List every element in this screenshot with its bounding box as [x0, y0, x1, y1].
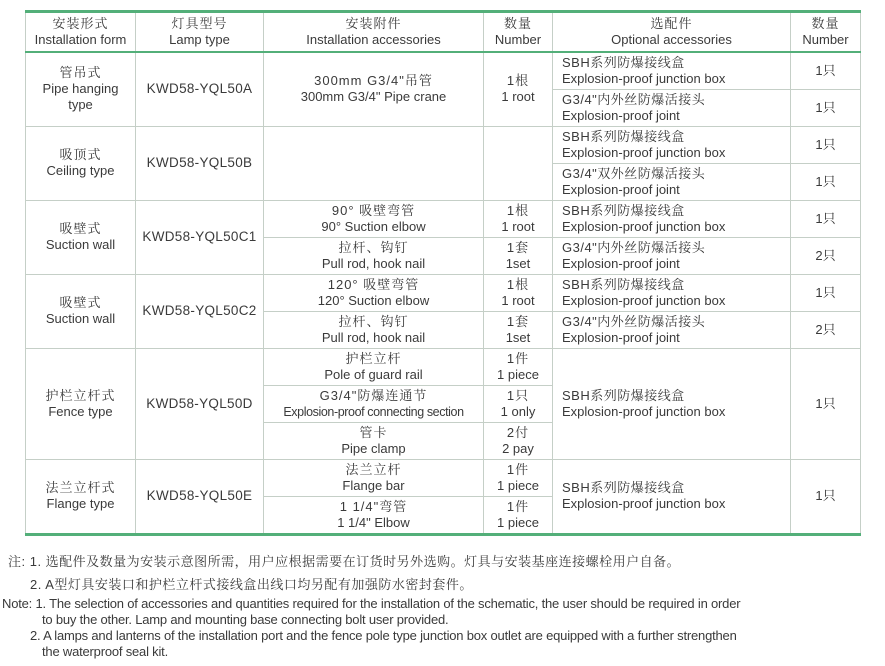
form-zh: 吸壁式 — [59, 221, 102, 236]
cell-optional-accessory — [553, 459, 791, 534]
cell-optional-qty: 1只 — [791, 348, 861, 459]
header-label-zh: 数量 — [503, 15, 532, 31]
optional-en: Explosion-proof junction box — [562, 70, 726, 86]
qty-en: 1set — [505, 255, 531, 271]
header-label-en: Number — [494, 31, 542, 47]
form-zh: 护栏立杆式 — [45, 387, 116, 403]
accessory-en: 300mm G3/4" Pipe crane — [300, 89, 447, 104]
col-header-number-2 — [791, 12, 861, 52]
optional-en: Explosion-proof junction box — [562, 403, 726, 419]
note-line-en-2: 2. A lamps and lanterns of the installation port and the fence pole type junction box outlet are equipped with a further strengthen — [30, 627, 737, 643]
optional-zh: G3/4"内外丝防爆活接头 — [562, 91, 706, 107]
cell-optional-accessory — [553, 237, 791, 274]
form-en: Suction wall — [45, 311, 116, 326]
accessories-table — [25, 10, 861, 536]
accessory-en: Pipe clamp — [341, 440, 406, 456]
header-label-zh: 选配件 — [650, 15, 693, 31]
cell-accessory — [264, 385, 484, 422]
header-label-zh: 安装形式 — [52, 15, 109, 31]
accessory-zh: 护栏立杆 — [345, 350, 402, 366]
cell-optional-accessory — [553, 200, 791, 237]
cell-installation-form — [26, 348, 136, 459]
cell-lamp-model: KWD58-YQL50D — [136, 348, 264, 459]
header-label-en: Installation accessories — [306, 31, 441, 47]
optional-zh: SBH系列防爆接线盒 — [562, 128, 685, 144]
cell-lamp-model: KWD58-YQL50C2 — [136, 274, 264, 348]
header-label-en: Number — [802, 31, 849, 47]
col-header-optional-accessories — [553, 12, 791, 52]
accessory-en: Flange bar — [342, 477, 405, 493]
cell-accessory-qty — [484, 385, 553, 422]
optional-en: Explosion-proof joint — [562, 329, 680, 345]
form-en: Fence type — [48, 403, 113, 419]
header-row — [26, 12, 861, 52]
optional-en: Explosion-proof joint — [562, 107, 680, 123]
cell-accessory — [264, 52, 484, 127]
note-line-en-1b: to buy the other. Lamp and mounting base connecting bolt user provided. — [42, 611, 449, 627]
optional-en: Explosion-proof junction box — [562, 218, 726, 234]
cell-accessory-qty — [484, 237, 553, 274]
cell-optional-accessory — [553, 89, 791, 126]
accessory-en: Explosion-proof connecting section — [283, 404, 464, 419]
col-header-installation-form — [26, 12, 136, 52]
accessory-zh: G3/4"防爆连通节 — [319, 387, 428, 403]
table-row — [26, 348, 861, 385]
cell-optional-qty: 1只 — [791, 459, 861, 534]
cell-accessory — [264, 274, 484, 311]
cell-accessory — [264, 348, 484, 385]
header-label-zh: 安装附件 — [345, 15, 402, 31]
header-label-en: Lamp type — [169, 31, 230, 47]
cell-accessory-qty — [484, 496, 553, 534]
cell-accessory-qty — [484, 422, 553, 459]
optional-en: Explosion-proof joint — [562, 255, 680, 271]
qty-en: 1 root — [501, 292, 535, 308]
qty-en: 2 pay — [502, 440, 534, 456]
form-zh: 法兰立杆式 — [45, 480, 116, 495]
cell-optional-qty: 1只 — [791, 52, 861, 90]
form-en: Flange type — [46, 496, 115, 511]
header-label-zh: 灯具型号 — [171, 15, 228, 31]
cell-optional-qty: 1只 — [791, 89, 861, 126]
accessory-en: 120° Suction elbow — [317, 292, 430, 308]
cell-accessory-empty — [264, 126, 484, 200]
optional-zh: SBH系列防爆接线盒 — [562, 202, 685, 218]
qty-en: 1 root — [501, 218, 535, 234]
col-header-installation-accessories — [264, 12, 484, 52]
cell-installation-form — [26, 274, 136, 348]
qty-zh: 1件 — [506, 461, 530, 477]
cell-optional-qty: 1只 — [791, 163, 861, 200]
cell-installation-form — [26, 126, 136, 200]
table-row — [26, 200, 861, 237]
qty-en: 1 piece — [497, 366, 539, 382]
accessory-zh: 300mm G3/4"吊管 — [314, 73, 433, 88]
accessory-zh: 法兰立杆 — [345, 461, 402, 477]
accessory-en: Pull rod, hook nail — [321, 329, 426, 345]
qty-zh: 1件 — [506, 350, 530, 366]
cell-optional-qty: 1只 — [791, 200, 861, 237]
cell-lamp-model: KWD58-YQL50B — [136, 126, 264, 200]
optional-en: Explosion-proof junction box — [562, 496, 726, 511]
accessory-en: Pull rod, hook nail — [321, 255, 426, 271]
qty-en: 1 piece — [497, 514, 539, 530]
form-zh: 吸壁式 — [59, 295, 102, 310]
cell-accessory — [264, 459, 484, 496]
cell-optional-accessory — [553, 163, 791, 200]
optional-zh: SBH系列防爆接线盒 — [562, 54, 685, 70]
qty-en: 1 only — [500, 403, 536, 419]
cell-optional-qty: 1只 — [791, 274, 861, 311]
accessory-en: 90° Suction elbow — [321, 218, 426, 234]
cell-optional-qty: 2只 — [791, 311, 861, 348]
col-header-number-1 — [484, 12, 553, 52]
table-row — [26, 126, 861, 163]
form-zh: 管吊式 — [59, 65, 102, 80]
optional-en: Explosion-proof junction box — [562, 144, 726, 160]
cell-installation-form — [26, 459, 136, 534]
col-header-lamp-type — [136, 12, 264, 52]
optional-zh: G3/4"内外丝防爆活接头 — [562, 239, 706, 255]
cell-accessory — [264, 200, 484, 237]
table-row — [26, 459, 861, 496]
accessory-en: Pole of guard rail — [324, 366, 423, 382]
optional-en: Explosion-proof junction box — [562, 292, 726, 308]
header-label-en: Installation form — [34, 31, 127, 47]
note-line-zh-1: 注: 1. 选配件及数量为安装示意图所需，用户应根据需要在订货时另外选购。灯具与安装基座连接螺栓用户自备。 — [8, 553, 681, 569]
cell-accessory-qty — [484, 274, 553, 311]
cell-accessory — [264, 422, 484, 459]
qty-zh: 1套 — [506, 313, 530, 329]
cell-accessory-qty — [484, 459, 553, 496]
cell-accessory-qty — [484, 348, 553, 385]
cell-accessory-qty — [484, 311, 553, 348]
note-line-zh-2: 2. A型灯具安装口和护栏立杆式接线盒出线口均另配有加强防水密封套件。 — [30, 576, 473, 592]
optional-zh: G3/4"内外丝防爆活接头 — [562, 313, 706, 329]
accessory-zh: 1 1/4"弯管 — [339, 498, 408, 514]
header-label-en: Optional accessories — [611, 31, 732, 47]
cell-optional-qty: 2只 — [791, 237, 861, 274]
cell-lamp-model: KWD58-YQL50C1 — [136, 200, 264, 274]
accessory-zh: 管卡 — [359, 424, 388, 440]
cell-optional-accessory — [553, 348, 791, 459]
accessory-zh: 拉杆、钩钉 — [338, 313, 409, 329]
cell-accessory-qty — [484, 52, 553, 127]
cell-optional-qty: 1只 — [791, 126, 861, 163]
accessory-zh: 90° 吸壁弯管 — [331, 202, 416, 218]
form-en: Suction wall — [45, 237, 116, 252]
cell-optional-accessory — [553, 126, 791, 163]
cell-lamp-model: KWD58-YQL50A — [136, 52, 264, 127]
optional-en: Explosion-proof joint — [562, 181, 680, 197]
qty-zh: 1只 — [506, 387, 530, 403]
accessory-zh: 拉杆、钩钉 — [338, 239, 409, 255]
optional-zh: G3/4"双外丝防爆活接头 — [562, 165, 706, 181]
cell-optional-accessory — [553, 274, 791, 311]
cell-lamp-model: KWD58-YQL50E — [136, 459, 264, 534]
qty-zh: 1根 — [506, 202, 530, 218]
cell-accessory — [264, 237, 484, 274]
optional-zh: SBH系列防爆接线盒 — [562, 480, 685, 495]
cell-installation-form — [26, 52, 136, 127]
qty-zh: 1根 — [506, 276, 530, 292]
cell-accessory-qty — [484, 200, 553, 237]
accessory-zh: 120° 吸壁弯管 — [327, 276, 420, 292]
form-zh: 吸顶式 — [59, 147, 102, 162]
qty-zh: 1根 — [506, 73, 530, 88]
cell-accessory — [264, 311, 484, 348]
qty-zh: 1套 — [506, 239, 530, 255]
cell-installation-form — [26, 200, 136, 274]
cell-accessory-qty-empty — [484, 126, 553, 200]
header-label-zh: 数量 — [811, 15, 840, 31]
qty-zh: 1件 — [506, 498, 530, 514]
note-line-en-2b: the waterproof seal kit. — [42, 643, 168, 659]
qty-en: 1 piece — [497, 477, 539, 493]
accessory-en: 1 1/4" Elbow — [337, 514, 410, 530]
form-en: Pipe hanging type — [42, 81, 119, 112]
note-line-en-1: Note: 1. The selection of accessories and quantities required for the installation of the schematic, the user should be required in order — [2, 595, 741, 611]
qty-zh: 2付 — [506, 424, 530, 440]
qty-en: 1 root — [501, 89, 535, 104]
footnotes — [0, 550, 885, 660]
optional-zh: SBH系列防爆接线盒 — [562, 387, 685, 403]
table-row — [26, 274, 861, 311]
cell-optional-accessory — [553, 311, 791, 348]
table-row — [26, 52, 861, 90]
optional-zh: SBH系列防爆接线盒 — [562, 276, 685, 292]
cell-optional-accessory — [553, 52, 791, 90]
cell-accessory — [264, 496, 484, 534]
qty-en: 1set — [505, 329, 531, 345]
form-en: Ceiling type — [46, 163, 115, 178]
